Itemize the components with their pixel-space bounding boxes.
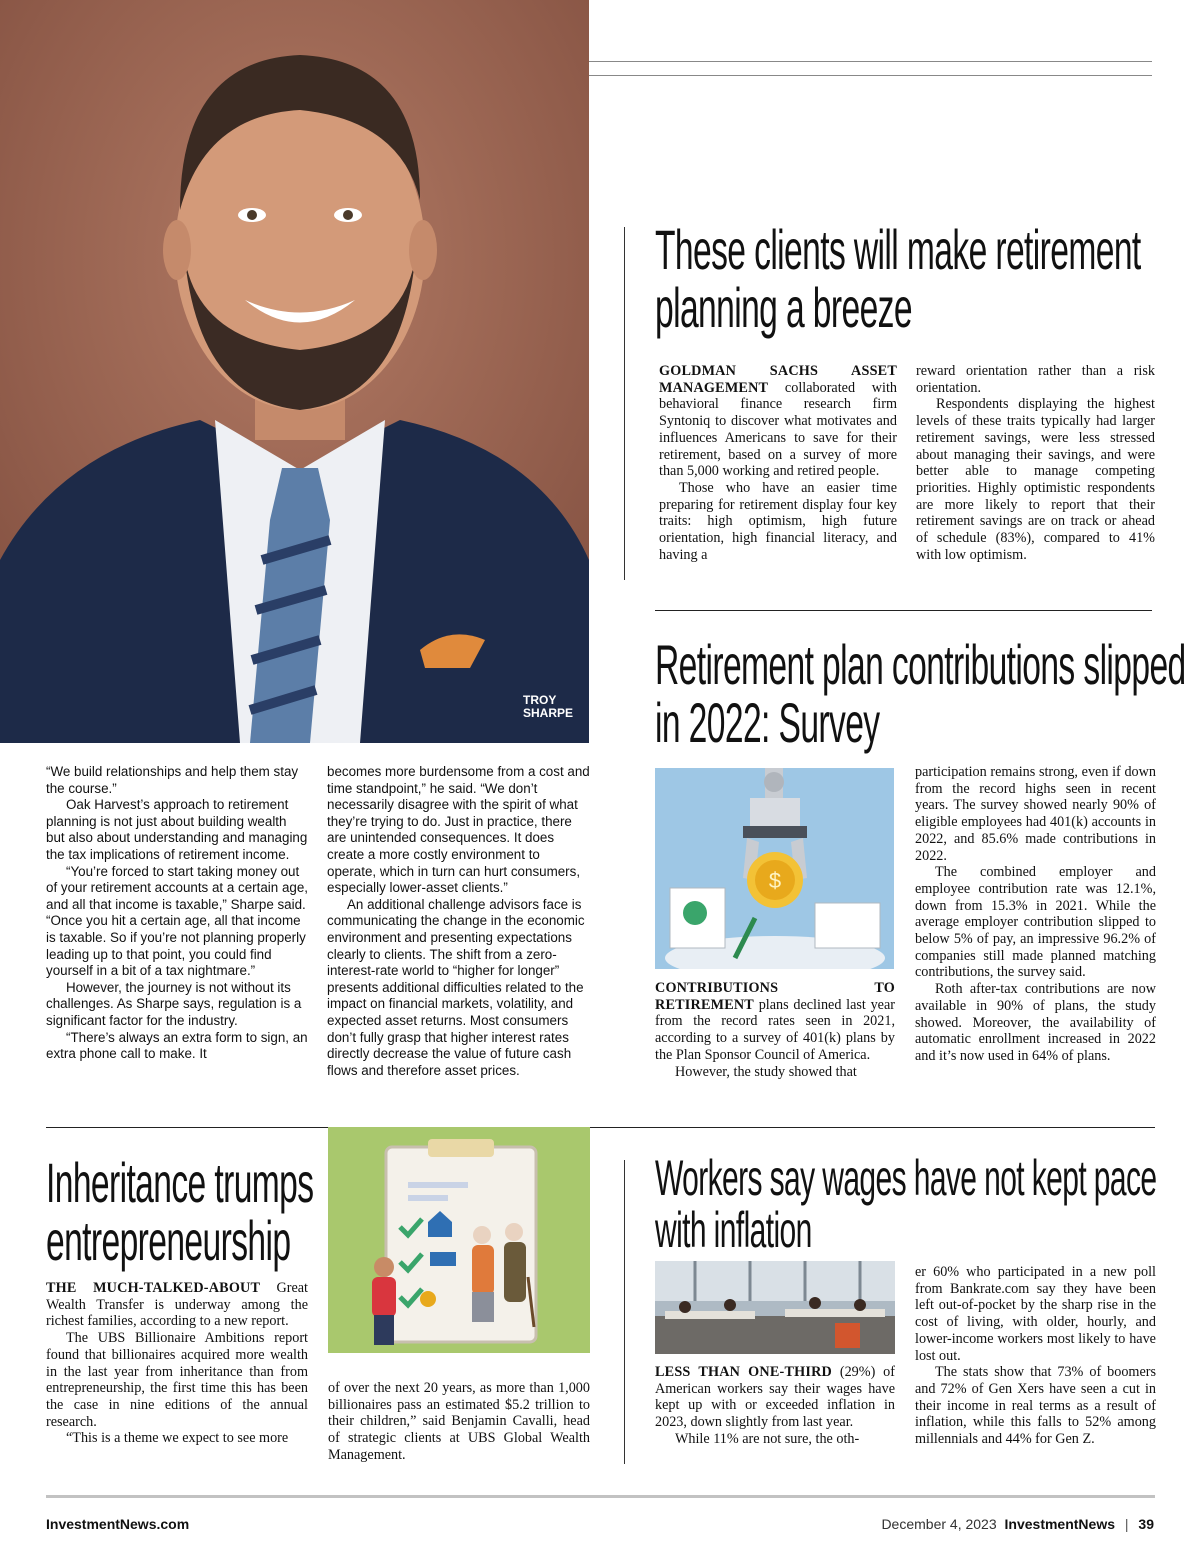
wages-col1-p1-text: (29%) of American workers say their wages have kept up with or exceeded inflation in 2023, down slightly from last year. xyxy=(655,1364,895,1431)
contrib-col2-p2: The combined employer and employee contribution rate was 12.1%, down from 15.3% in 2021. While the average employer contribution slipped to below 5% of pay, an impressive 96.2% of companies still made planned matching contributions, the survey said. xyxy=(915,864,1156,981)
inherit-headline-line2: entrepreneurship xyxy=(46,1209,291,1272)
clients-col2-p1: reward orientation rather than a risk orientation. xyxy=(916,363,1155,396)
sharpe-col2 xyxy=(327,764,590,1079)
wages-lead: LESS THAN ONE-THIRD xyxy=(655,1364,832,1380)
contrib-headline-line1: Retirement plan contributions slipped xyxy=(655,633,1186,696)
office-workers-photo xyxy=(655,1261,895,1354)
caption-first-name: TROY xyxy=(523,693,557,707)
contrib-col1-p1-text: plans declined last year from the record rates seen in 2021, according to a survey of 401(k) plans by the Plan Sponsor Council of America. xyxy=(655,996,895,1063)
sharpe-col1-p1: “We build relationships and help them stay the course.” xyxy=(46,764,299,796)
wages-col2 xyxy=(915,1264,1156,1448)
clients-headline-line2: planning a breeze xyxy=(655,276,912,339)
footer-separator: | xyxy=(1124,1516,1129,1532)
wages-col2-p1: er 60% who participated in a new poll from Bankrate.com say they have been left out-of-pocket by the sharp rise in the cost of living, with older, hourly, and lower-income workers most likely to have lost out. xyxy=(915,1264,1156,1364)
sharpe-col1-p5: “There’s always an extra form to sign, an extra phone call to make. It xyxy=(46,1029,308,1062)
contrib-headline xyxy=(655,633,1186,754)
contrib-headline-line2: in 2022: Survey xyxy=(655,691,880,754)
inherit-col1-p1-text: Great Wealth Transfer is underway among the richest families, according to a new report. xyxy=(46,1280,308,1330)
inherit-col1-p2: The UBS Billionaire Ambitions report found that billionaires acquired more wealth in the last year from inheritance than from entrepreneurship, the first time this has been the case in nine editions of the annual research. xyxy=(46,1330,308,1430)
inherit-col1-p3: “This is a theme we expect to see more xyxy=(66,1430,289,1447)
wages-col2-p2: The stats show that 73% of boomers and 72% of Gen Xers have seen a cut in their income in real terms as a result of inflation, while this falls to 52% among millennials and 44% for Gen Z. xyxy=(915,1364,1156,1448)
top-rule-1 xyxy=(589,61,1152,62)
clients-col2 xyxy=(916,363,1155,563)
wages-divider xyxy=(624,1160,625,1464)
footer-date: December 4, 2023 xyxy=(881,1516,997,1532)
wages-headline xyxy=(655,1152,1156,1256)
caption-last-name: SHARPE xyxy=(523,706,574,720)
footer-right xyxy=(881,1516,1154,1532)
svg-text:$: $ xyxy=(768,868,782,893)
portrait-photo xyxy=(0,0,589,743)
wages-photo xyxy=(655,1261,895,1354)
clients-col1-p2: Those who have an easier time preparing for retirement display four key traits: high optimism, high future orientation, high financial literacy, and having a xyxy=(659,479,897,563)
wages-headline-line2: with inflation xyxy=(655,1202,812,1258)
wages-col1 xyxy=(655,1364,895,1448)
contrib-col2 xyxy=(915,764,1156,1065)
footer-brand: InvestmentNews xyxy=(1004,1516,1115,1532)
footer-page-number: 39 xyxy=(1138,1516,1154,1532)
inherit-col1 xyxy=(46,1280,308,1447)
portrait-illustration xyxy=(0,0,589,743)
footer-rule xyxy=(46,1495,1155,1498)
sharpe-col1-p2: Oak Harvest’s approach to retirement planning is not just about building wealth but also about understanding and managing the tax implications of retirement income. xyxy=(46,797,308,862)
clients-divider xyxy=(624,227,625,580)
clients-headline-line1: These clients will make retirement xyxy=(655,218,1141,281)
portrait-caption xyxy=(523,694,573,720)
contrib-illustration xyxy=(655,768,894,969)
contrib-col1-p2: However, the study showed that xyxy=(675,1063,857,1080)
clients-bottom-rule xyxy=(655,610,1152,611)
wages-headline-line1: Workers say wages have not kept pace xyxy=(655,1150,1157,1206)
inherit-lead: THE MUCH-TALKED-ABOUT xyxy=(46,1280,261,1296)
clients-col1-p1-text: collaborated with behavioral finance research firm Syntoniq to discover what motivates and influences Americans to save for their retirement, based on a survey of more than 5,000 working and retired people. xyxy=(659,379,897,480)
clients-headline xyxy=(655,218,1141,339)
clients-col1-p1 xyxy=(659,363,897,480)
inherit-col1-p1 xyxy=(46,1280,308,1330)
sharpe-col1-p3: “You’re forced to start taking money out of your retirement accounts at a certain age, and all that income is taxable,” Sharpe said. “Once you hit a certain age, all that income is taxable. So if you’re not planning properly leading up to that point, you could find yourself in a bit of a tax nightmare.” xyxy=(46,863,309,979)
contrib-col2-p1: participation remains strong, even if down from the record highs seen in recent years. The survey showed nearly 90% of eligible employees had 401(k) accounts in 2022, and 85.6% made contributions in 2022. xyxy=(915,764,1156,864)
wages-col1-p2: While 11% are not sure, the oth- xyxy=(675,1430,860,1447)
footer-site[interactable]: InvestmentNews.com xyxy=(46,1516,190,1532)
inherit-illustration xyxy=(328,1127,590,1353)
inherit-headline xyxy=(46,1151,314,1272)
claw-coin-illustration xyxy=(655,768,894,969)
clients-col1 xyxy=(659,363,897,563)
contrib-col2-p3: Roth after-tax contributions are now available in 90% of plans, the study showed. Moreover, the availability of automatic enrollment increased in 2022 and it’s now used in 64% of plans. xyxy=(915,981,1156,1064)
inherit-col2-p1: of over the next 20 years, as more than 1,000 billionaires pass an estimated $5.2 trillion to their children,” said Benjamin Cavalli, head of strategic clients at UBS Global Wealth Management. xyxy=(328,1380,590,1463)
contrib-col1 xyxy=(655,980,895,1080)
sharpe-col1 xyxy=(46,764,308,1063)
sharpe-col1-p4: However, the journey is not without its challenges. As Sharpe says, regulation is a significant factor for the industry. xyxy=(46,979,302,1028)
clients-col2-p2: Respondents displaying the highest levels of these traits typically had larger retirement savings, were less stressed about managing their savings, and were better able to manage competing priorities. Highly optimistic respondents are more likely to report that their retirement savings are on track or ahead of schedule (83%), compared to 41% with low optimism. xyxy=(916,396,1155,563)
inherit-col2 xyxy=(328,1380,590,1464)
mid-rule xyxy=(46,1127,1155,1128)
sharpe-col2-p1: becomes more burdensome from a cost and time standpoint,” he said. “We don’t necessarily disagree with the spirit of what they’re trying to do. Just in practice, there are unintended consequences. It does create a more costly environment to operate, which in turn can hurt consumers, especially lower-asset clients.” xyxy=(327,764,590,896)
inherit-headline-line1: Inheritance trumps xyxy=(46,1151,314,1214)
sharpe-col2-p2: An additional challenge advisors face is communicating the change in the economic environment and presenting expectations clearly to clients. The shift from a zero-interest-rate world to “higher for longer” presents additional difficulties related to the impact on financial markets, volatility, and expected asset returns. Most consumers don’t fully grasp that higher interest rates directly decrease the value of future cash flows and therefore asset prices. xyxy=(327,896,585,1078)
contrib-col1-p1 xyxy=(655,980,895,1064)
wages-col1-p1 xyxy=(655,1364,895,1431)
checklist-family-illustration xyxy=(328,1127,590,1353)
contrib-lead: CONTRIBUTIONS TO RETIREMENT xyxy=(655,980,895,1013)
top-rule-2 xyxy=(589,75,1152,76)
clients-lead: GOLDMAN SACHS ASSET MANAGEMENT xyxy=(659,363,897,396)
